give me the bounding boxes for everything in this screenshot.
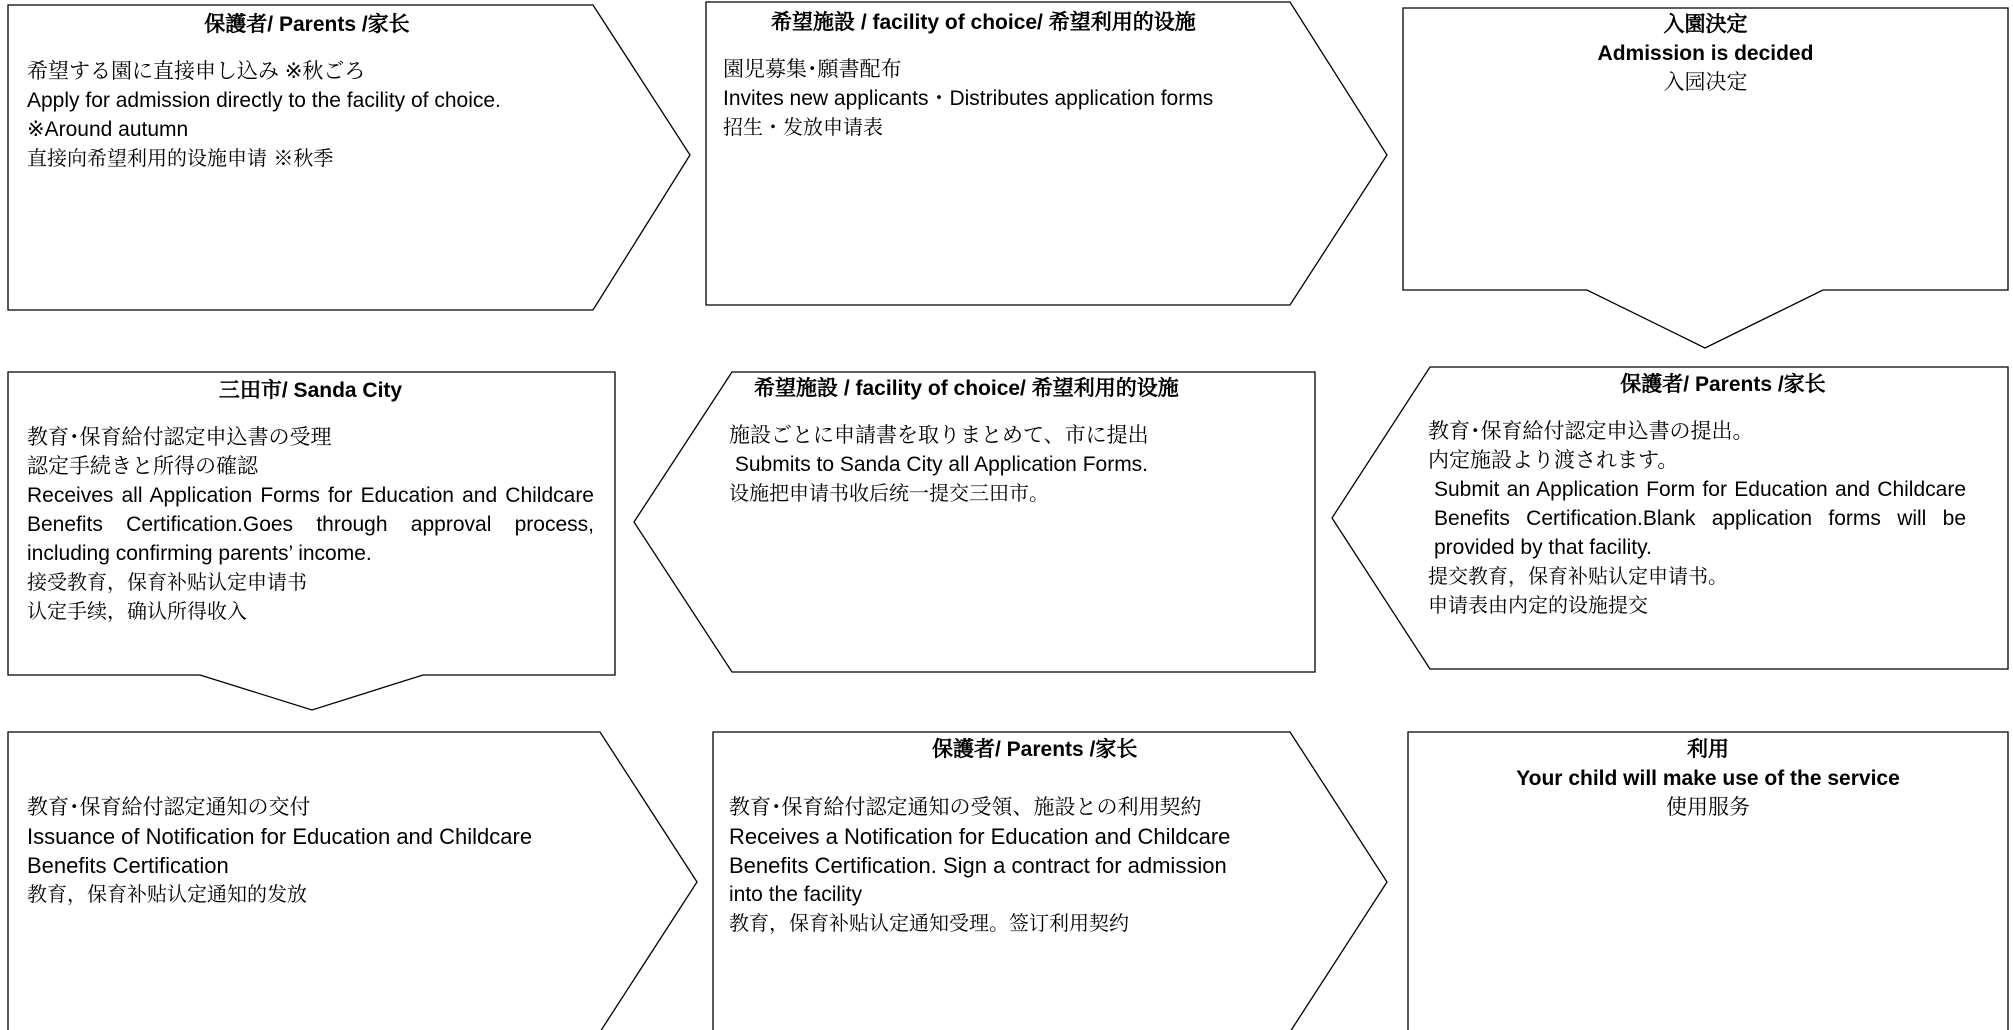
step-text-zh: 认定手续，确认所得收入: [27, 599, 247, 623]
step-text-en: into the facility: [729, 883, 863, 906]
step-title: 希望施設 / facility of choice/ 希望利用的设施: [771, 11, 1196, 34]
step-facility-submits: [729, 374, 1309, 508]
step-text-en: Invites new applicants・Distributes application forms: [723, 87, 1214, 110]
step-title-en: Your child will make use of the service: [1516, 767, 1900, 790]
step-text-zh: 教育，保育补贴认定通知的发放: [27, 882, 307, 906]
step-title: 保護者/ Parents /家长: [204, 13, 410, 36]
step-text-zh: 直接向希望利用的设施申请 ※秋季: [27, 146, 334, 170]
step-text-ja: 教育･保育給付認定通知の受領、施設との利用契約: [729, 796, 1202, 819]
step-text-en: Benefits Certification: [27, 853, 229, 878]
step-text-zh: 教育，保育补贴认定通知受理。签订利用契约: [729, 911, 1129, 935]
step-title-ja: 入園決定: [1663, 13, 1748, 36]
step-text-zh: 接受教育，保育补贴认定申请书: [27, 570, 307, 594]
step-text-en: Issuance of Notification for Education and Childcare: [27, 824, 533, 849]
step-text-en: Submits to Sanda City all Application Forms.: [729, 453, 1149, 476]
step-text-en-note: ※Around autumn: [27, 118, 189, 141]
step-text-ja: 内定施設より渡されます。: [1428, 449, 1679, 472]
step-title: 保護者/ Parents /家长: [932, 738, 1138, 761]
step-text-en: Submit an Application Form for Education and Childcare Benefits Certification.Blank application forms will be provided by that facility.: [1434, 478, 1966, 559]
step-text-ja: 教育･保育給付認定申込書の受理: [27, 426, 332, 449]
step-text-ja: 認定手続きと所得の確認: [27, 455, 258, 478]
step-title: 希望施設 / facility of choice/ 希望利用的设施: [754, 377, 1179, 400]
step-text-zh: 设施把申请书收后统一提交三田市。: [729, 481, 1049, 505]
step-text-ja: 教育･保育給付認定申込書の提出。: [1428, 420, 1754, 443]
step-text-ja: 施設ごとに申請書を取りまとめて、市に提出: [729, 424, 1149, 447]
step-text-zh: 招生・发放申请表: [723, 115, 883, 139]
step-admission-decided: [1403, 10, 2008, 97]
step-title-zh: 入园决定: [1663, 71, 1748, 94]
step-text-ja: 園児募集･願書配布: [723, 58, 902, 81]
step-text-ja: 希望する園に直接申し込み ※秋ごろ: [27, 60, 366, 83]
step-parents-contract: [729, 735, 1349, 938]
step-parents-submit: [1428, 370, 1968, 620]
step-text-en: Benefits Certification. Sign a contract for admission: [729, 853, 1227, 878]
step-text-en: Apply for admission directly to the facility of choice.: [27, 89, 501, 112]
step-text-en: Receives all Application Forms for Education and Childcare Benefits Certification.Goes through approval process, including confirming parents’ income.: [27, 484, 594, 565]
step-text-ja: 教育･保育給付認定通知の交付: [27, 796, 311, 819]
step-use-service: [1408, 735, 2008, 822]
step-city-issues: [27, 793, 647, 909]
step-parents-apply: [27, 10, 587, 173]
step-title: 三田市/ Sanda City: [218, 379, 403, 402]
step-title: 保護者/ Parents /家长: [1620, 373, 1826, 396]
step-title-en: Admission is decided: [1597, 42, 1814, 65]
step-sanda-city: [27, 376, 594, 626]
step-text-zh: 提交教育，保育补贴认定申请书。: [1428, 564, 1728, 588]
step-facility-invites: [723, 8, 1343, 142]
step-title-ja: 利用: [1687, 738, 1729, 761]
step-text-zh: 申请表由内定的设施提交: [1428, 593, 1648, 617]
step-text-en: Receives a Notification for Education and Childcare: [729, 824, 1231, 849]
step-title-zh: 使用服务: [1666, 796, 1750, 819]
